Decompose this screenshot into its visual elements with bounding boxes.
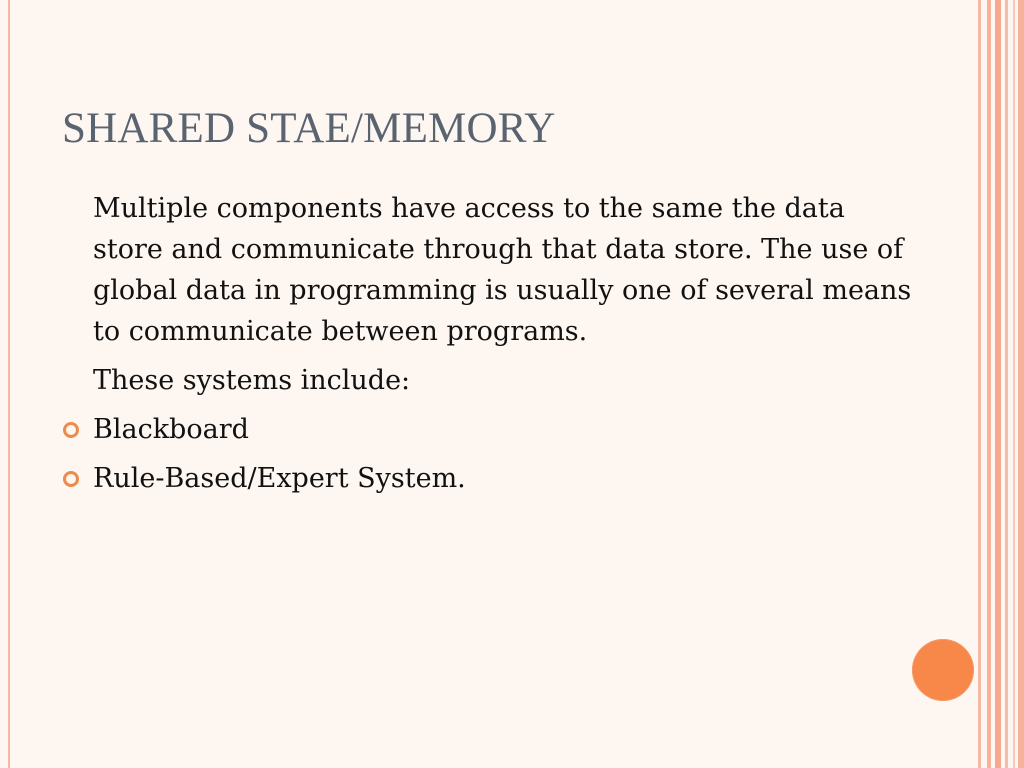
bullet-item-blackboard <box>93 409 913 450</box>
body-paragraph: Multiple components have access to the same the data store and communicate through that data store. The use of global data in programming is usually one of several means to communicate between programs. <box>93 193 912 347</box>
stripe <box>995 0 1001 768</box>
bullet-item-rule-based <box>93 458 913 499</box>
body-paragraph: These systems include: <box>93 365 411 396</box>
orange-circle-decoration <box>912 639 974 701</box>
stripe <box>987 0 991 768</box>
stripe <box>1018 0 1024 768</box>
ring-bullet-icon <box>63 471 79 487</box>
ring-bullet-icon <box>63 422 79 438</box>
stripe <box>1013 0 1015 768</box>
right-stripes-decoration <box>978 0 1024 768</box>
slide-title: SHARED STAE/MEMORY <box>62 105 556 152</box>
bullet-text: Rule-Based/Expert System. <box>93 463 466 494</box>
left-border-decoration <box>0 0 10 768</box>
slide-body <box>93 188 913 507</box>
stripe <box>1005 0 1008 768</box>
stripe <box>978 0 981 768</box>
bullet-text: Blackboard <box>93 414 249 445</box>
